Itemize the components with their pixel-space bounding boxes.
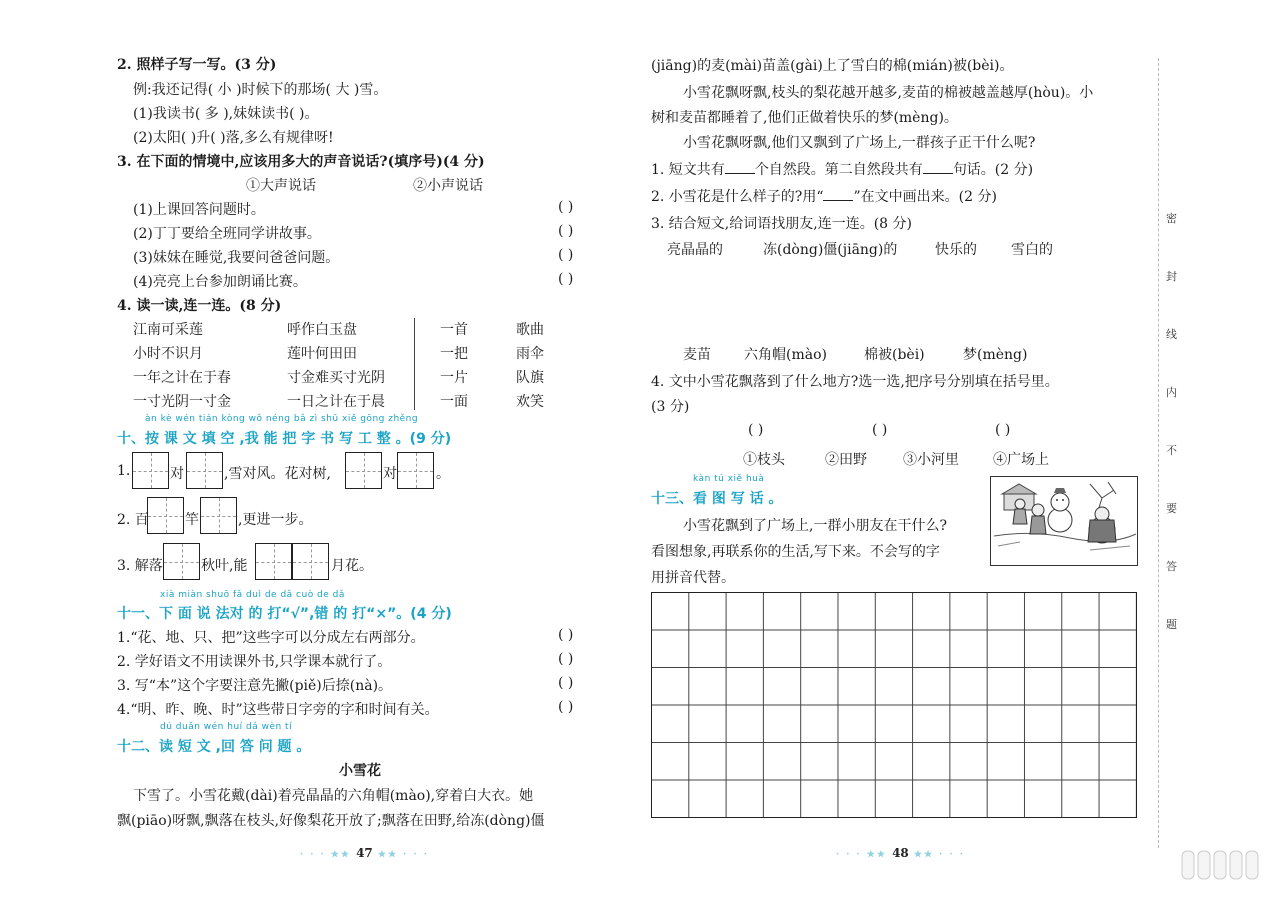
q4-title: 4. 读一读,连一连。(8 分) — [117, 298, 282, 314]
noun-word: 六角帽(mào) — [744, 347, 827, 363]
s10-line2-a: 竿 — [185, 512, 199, 528]
adj-word: 快乐的 — [935, 242, 977, 258]
s10-pinyin: àn kè wén tián kòng wǒ néng bǎ zì shū xiě gōng zhěng — [145, 414, 419, 424]
story-paragraph-3: 小雪花飘呀飘,他们又飘到了广场上,一群孩子正干什么呢? — [683, 135, 1036, 151]
answer-paren[interactable]: ( ) — [558, 271, 574, 287]
char-box[interactable] — [132, 452, 169, 489]
story-title: 小雪花 — [339, 763, 381, 779]
answer-paren[interactable]: ( ) — [558, 223, 574, 239]
s10-line2-num: 2. 百 — [117, 512, 149, 528]
s12-pinyin: dú duǎn wén huí dá wèn tí — [160, 722, 293, 732]
char-box[interactable] — [397, 452, 434, 489]
noun-word: 梦(mèng) — [963, 347, 1028, 363]
q3-title: 3. 在下面的情境中,应该用多大的声音说话?(填序号)(4 分) — [117, 154, 485, 170]
blank-input[interactable] — [725, 173, 755, 174]
q3-item-1: (1)上课回答问题时。 — [133, 202, 265, 218]
match-col-b: 呼作白玉盘 — [287, 322, 357, 338]
s11-item-3: 3. 写“本”这个字要注意先撇(piě)后捺(nà)。 — [117, 678, 393, 694]
binding-line — [1158, 58, 1159, 848]
story-paragraph-2b: 树和麦苗都睡着了,他们正做着快乐的梦(mèng)。 — [651, 110, 958, 126]
place-option: ③小河里 — [903, 452, 959, 468]
place-option: ②田野 — [825, 452, 867, 468]
answer-paren[interactable]: ( ) — [748, 422, 764, 438]
s10-line1-b: ,雪对风。花对树, — [224, 466, 331, 482]
r-q2: 2. 小雪花是什么样子的?用“ ”在文中画出来。(2 分) — [651, 189, 997, 205]
s10-line2-b: ,更进一步。 — [238, 512, 313, 528]
binding-notice-char: 密 — [1166, 212, 1177, 225]
column-divider — [414, 318, 415, 410]
s13-line-3: 用拼音代替。 — [651, 570, 735, 586]
page-number-right: · · · ★★ 48 ★★ · · · — [836, 846, 965, 860]
s10-line1-a: 对 — [170, 466, 184, 482]
answer-paren[interactable]: ( ) — [995, 422, 1011, 438]
watermark-logo — [1180, 845, 1270, 885]
s13-pinyin: kàn tú xiě huà — [693, 474, 765, 484]
q3-option-1: ①大声说话 — [246, 178, 316, 194]
snowman-kids-illustration — [990, 476, 1138, 566]
char-box[interactable] — [255, 543, 292, 580]
match-col-b: 寸金难买寸光阴 — [287, 370, 385, 386]
match-col-d: 雨伞 — [516, 346, 544, 362]
noun-word: 棉被(bèi) — [864, 347, 925, 363]
adj-word: 亮晶晶的 — [667, 242, 723, 258]
answer-paren[interactable]: ( ) — [558, 699, 574, 715]
story-paragraph-1c: (jiāng)的麦(mài)苗盖(gài)上了雪白的棉(mián)被(bèi)。 — [651, 58, 1014, 74]
match-col-d: 欢笑 — [516, 394, 544, 410]
noun-word: 麦苗 — [683, 347, 711, 363]
match-col-c: 一把 — [440, 346, 468, 362]
writing-grid[interactable] — [651, 592, 1137, 818]
place-option: ①枝头 — [743, 452, 785, 468]
s11-item-2: 2. 学好语文不用读课外书,只学课本就行了。 — [117, 654, 392, 670]
q2-item-2: (2)太阳( )升( )落,多么有规律呀! — [133, 130, 334, 146]
char-box[interactable] — [186, 452, 223, 489]
q3-item-4: (4)亮亮上台参加朗诵比赛。 — [133, 274, 307, 290]
answer-paren[interactable]: ( ) — [558, 247, 574, 263]
binding-notice-char: 封 — [1166, 270, 1177, 283]
s10-line1-c: 对 — [383, 466, 397, 482]
page-number-left: · · · ★★ 47 ★★ · · · — [300, 846, 429, 860]
match-col-c: 一片 — [440, 370, 468, 386]
place-option: ④广场上 — [993, 452, 1049, 468]
adj-word: 冻(dòng)僵(jiāng)的 — [763, 242, 898, 258]
match-col-b: 一日之计在于晨 — [287, 394, 385, 410]
underline-sample — [823, 200, 853, 201]
blank-input[interactable] — [923, 173, 953, 174]
answer-paren[interactable]: ( ) — [558, 675, 574, 691]
s10-line1-num: 1. — [117, 463, 131, 479]
answer-paren[interactable]: ( ) — [558, 199, 574, 215]
q2-item-1: (1)我读书( 多 ),妹妹读书( )。 — [133, 106, 319, 122]
q2-title: 2. 照样子写一写。(3 分) — [117, 57, 277, 73]
match-col-c: 一面 — [440, 394, 468, 410]
match-col-a: 江南可采莲 — [133, 322, 203, 338]
binding-notice-char: 内 — [1166, 386, 1177, 399]
r-q3-title: 3. 结合短文,给词语找朋友,连一连。(8 分) — [651, 216, 912, 232]
s11-pinyin: xià miàn shuō fǎ duì de dǎ cuò de dǎ — [160, 590, 345, 600]
match-col-c: 一首 — [440, 322, 468, 338]
q2-example: 例:我还记得( 小 )时候下的那场( 大 )雪。 — [133, 82, 388, 98]
s10-line3-num: 3. 解落 — [117, 558, 163, 574]
match-col-b: 莲叶何田田 — [287, 346, 357, 362]
s13-line-2: 看图想象,再联系你的生活,写下来。不会写的字 — [651, 544, 940, 560]
char-box[interactable] — [200, 497, 237, 534]
s10-line3-b: 月花。 — [331, 558, 373, 574]
answer-paren[interactable]: ( ) — [558, 627, 574, 643]
binding-notice-char: 答 — [1166, 560, 1177, 573]
s13-title: 十三、看 图 写 话 。 — [651, 491, 783, 507]
answer-paren[interactable]: ( ) — [558, 651, 574, 667]
r-q4-score: (3 分) — [651, 399, 690, 415]
char-box[interactable] — [345, 452, 382, 489]
s11-title: 十一、下 面 说 法对 的 打“√”,错 的 打“×”。(4 分) — [117, 606, 452, 622]
match-col-a: 小时不识月 — [133, 346, 203, 362]
story-paragraph-2a: 小雪花飘呀飘,枝头的梨花越开越多,麦苗的棉被越盖越厚(hòu)。小 — [683, 85, 1094, 101]
match-col-d: 歌曲 — [516, 322, 544, 338]
binding-notice-char: 题 — [1166, 618, 1177, 631]
story-paragraph-1b: 飘(piāo)呀飘,飘落在枝头,好像梨花开放了;飘落在田野,给冻(dòng)僵 — [117, 813, 545, 829]
q3-option-2: ②小声说话 — [413, 178, 483, 194]
s10-title: 十、按 课 文 填 空 ,我 能 把 字 书 写 工 整 。(9 分) — [117, 431, 452, 447]
q3-item-2: (2)丁丁要给全班同学讲故事。 — [133, 226, 321, 242]
char-box[interactable] — [292, 543, 329, 580]
char-box[interactable] — [163, 543, 200, 580]
r-q4-title: 4. 文中小雪花飘落到了什么地方?选一选,把序号分别填在括号里。 — [651, 374, 1059, 390]
binding-notice-char: 要 — [1166, 502, 1177, 515]
match-col-a: 一年之计在于春 — [133, 370, 231, 386]
char-box[interactable] — [147, 497, 184, 534]
s11-item-4: 4.“明、昨、晚、时”这些带日字旁的字和时间有关。 — [117, 702, 439, 718]
adj-word: 雪白的 — [1011, 242, 1053, 258]
q3-item-3: (3)妹妹在睡觉,我要问爸爸问题。 — [133, 250, 340, 266]
s11-item-1: 1.“花、地、只、把”这些字可以分成左右两部分。 — [117, 630, 425, 646]
r-q1: 1. 短文共有 个自然段。第二自然段共有 句话。(2 分) — [651, 162, 1034, 178]
s10-line3-a: 秋叶,能 — [201, 558, 248, 574]
s10-line1-d: 。 — [436, 466, 450, 482]
match-col-d: 队旗 — [516, 370, 544, 386]
binding-notice-char: 不 — [1166, 444, 1177, 457]
answer-paren[interactable]: ( ) — [872, 422, 888, 438]
s12-title: 十二、读 短 文 ,回 答 问 题 。 — [117, 739, 311, 755]
story-paragraph-1a: 下雪了。小雪花戴(dài)着亮晶晶的六角帽(mào),穿着白大衣。她 — [133, 788, 534, 804]
s13-line-1: 小雪花飘到了广场上,一群小朋友在干什么? — [683, 518, 947, 534]
match-col-a: 一寸光阴一寸金 — [133, 394, 231, 410]
binding-notice-char: 线 — [1166, 328, 1177, 341]
